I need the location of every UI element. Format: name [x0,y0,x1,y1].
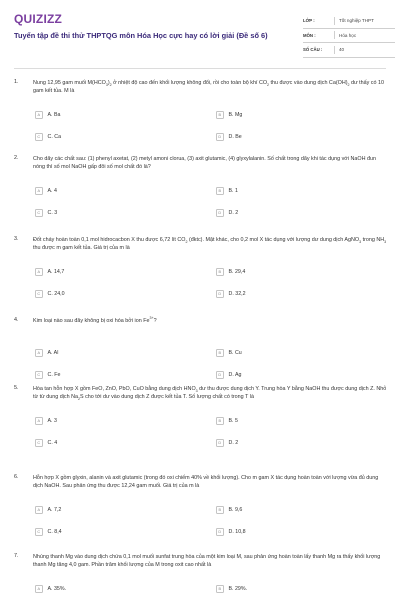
option-letter-box: D [216,209,224,217]
option-text: A. 4 [47,187,57,194]
option-letter-box: C [35,209,43,217]
option-text: D. 10,8 [228,528,246,535]
option-letter-box: A [35,268,43,276]
answer-option-c[interactable] [35,290,65,298]
question-number: 1. [14,79,19,85]
option-letter-box: D [216,371,224,379]
question-number: 6. [14,474,19,480]
meta-label: LỚP : [303,18,315,24]
meta-value: Tốt nghiệp THPT [339,18,374,24]
question-number: 4. [14,317,19,323]
option-letter-box: A [35,187,43,195]
question-number: 7. [14,553,19,559]
option-text: C. Ca [47,133,62,140]
worksheet-meta [303,14,395,58]
question-text: Kim loại nào sau đây không bị oxi hóa bởi ion $Fe^{3+}$? [33,316,157,324]
option-letter-box: D [216,439,224,447]
answer-option-b[interactable] [216,187,238,195]
question-text: Nhúng thanh Mg vào dung dịch chứa 0,1 mol muối sunfat trung hòa của một kim loại M, sau phản ứng hoàn toàn lấy thanh Mg ra thấy khối lượng thanh Mg tăng 4,0 gam. Phần trăm khối lượng của M trong oxit cao nhất là [33,554,381,569]
meta-separator [334,31,335,39]
option-text: C. 24,0 [47,290,65,297]
answer-option-c[interactable] [35,371,60,379]
answer-option-d[interactable] [216,290,246,298]
option-letter-box: B [216,111,224,119]
meta-label: MÔN : [303,32,316,38]
option-letter-box: B [216,417,224,425]
option-letter-box: D [216,528,224,536]
meta-label: SỐ CÂU : [303,47,323,53]
answer-option-d[interactable] [216,371,241,379]
question-number: 3. [14,236,19,242]
answer-option-d[interactable] [216,528,246,536]
option-letter-box: A [35,349,43,357]
option-text: A. Ba [47,111,61,118]
answer-option-c[interactable] [35,528,62,536]
header-divider [14,68,386,69]
option-text: D. 32,2 [228,290,246,297]
option-letter-box: B [216,585,224,593]
answer-option-b[interactable] [216,268,245,276]
question-text: Hỗn hợp X gồm glyxin, alanin và axit glutamic (trong đó oxi chiếm 40% về khối lượng). Cho m gam X tác dụng hoàn toàn với lượng vừa đủ dung dịch NaOH. Sau phản ứng thu được 12,24 gam muối. Giá trị của m là [33,475,379,490]
question-text: Nung 12,95 gam muối $M(HCO_3)_2$ ở nhiệt độ cao đến khối lượng không đổi, rồi cho toàn bộ khí $CO_2$ thu được vào dung dịch $Ca(OH)_2$ dư thấy có 10 gam kết tủa. M là [33,80,384,95]
option-text: B. Mg [228,111,243,118]
answer-option-d[interactable] [216,439,238,447]
option-letter-box: D [216,290,224,298]
answer-option-a[interactable] [35,506,61,514]
option-text: C. 3 [47,209,58,216]
option-text: B. 29%. [228,585,248,592]
option-letter-box: B [216,187,224,195]
answer-option-a[interactable] [35,187,57,195]
option-text: B. 29,4 [228,268,246,275]
option-letter-box: A [35,506,43,514]
question-text: Cho dãy các chất sau: (1) phenyl axetat, (2) metyl amoni clorua, (3) axit glutamic, (4) glyxylalanin. Số chất trong dãy khi tác dụng với NaOH đun nóng thì số mol NaOH gấp đôi số mol chất đó là? [33,156,377,171]
option-text: D. 2 [228,209,239,216]
option-letter-box: C [35,439,43,447]
answer-option-a[interactable] [35,349,58,357]
answer-option-b[interactable] [216,585,247,593]
option-text: C. 8,4 [47,528,62,535]
worksheet-header [0,0,400,64]
option-text: B. Cu [228,349,242,356]
option-text: D. Be [228,133,242,140]
question-text: Hòa tan hỗn hợp X gồm FeO, ZnO, PbO, CuO bằng dung dịch $HNO_3$ dư thu được dung dịch Y. Trung hòa Y bằng NaOH thu được dung dịch Z. Nhỏ từ từ dung dịch $Na_2S$ cho tới dư vào dung dịch Z được kết tủa T. Số lượng chất có trong T là [33,386,387,402]
option-letter-box: B [216,268,224,276]
option-text: A. 14,7 [47,268,65,275]
option-letter-box: C [35,290,43,298]
meta-value: 40 [339,47,345,53]
option-text: D. 2 [228,439,239,446]
meta-separator [334,46,335,54]
option-text: D. Ag [228,371,242,378]
answer-option-d[interactable] [216,209,238,217]
option-text: B. 9,6 [228,506,243,513]
option-letter-box: C [35,371,43,379]
option-text: A. 3 [47,417,57,424]
answer-option-b[interactable] [216,506,242,514]
option-text: C. 4 [47,439,58,446]
meta-separator [334,17,335,25]
answer-option-a[interactable] [35,268,64,276]
answer-option-a[interactable] [35,417,57,425]
option-letter-box: C [35,528,43,536]
answer-option-c[interactable] [35,439,57,447]
answer-option-b[interactable] [216,349,242,357]
option-letter-box: D [216,133,224,141]
option-letter-box: A [35,585,43,593]
option-text: A. Al [47,349,59,356]
question-number: 2. [14,155,19,161]
question-number: 5. [14,385,19,391]
option-letter-box: C [35,133,43,141]
answer-option-b[interactable] [216,111,242,119]
option-text: C. Fe [47,371,61,378]
meta-row-subject [303,29,395,44]
meta-value: Hóa học [339,32,357,38]
worksheet-title: Tuyển tập đề thi thử THPTQG môn Hóa Học cực hay có lời giải (Đề số 6) [14,31,268,40]
option-letter-box: A [35,417,43,425]
answer-option-a[interactable] [35,585,66,593]
option-text: B. 5 [228,417,238,424]
answer-option-b[interactable] [216,417,238,425]
answer-option-a[interactable] [35,111,60,119]
meta-row-question-count [303,43,395,58]
option-letter-box: A [35,111,43,119]
option-letter-box: B [216,349,224,357]
option-text: A. 7,2 [47,506,62,513]
answer-option-c[interactable] [35,133,61,141]
question-text: Đốt cháy hoàn toàn 0,1 mol hidrocacbon X thu được 6,72 lít $CO_2$ (đktc). Mặt khác, cho 0,2 mol X tác dụng với lượng dư dung dịch AgNO$_3$ trong $NH_3$ thu được m gam kết tủa. Giá trị của m là [33,237,387,252]
answer-option-c[interactable] [35,209,57,217]
option-text: A. 35%. [47,585,67,592]
quizizz-logo: QUIZIZZ [14,12,63,26]
answer-option-d[interactable] [216,133,242,141]
option-text: B. 1 [228,187,238,194]
option-letter-box: B [216,506,224,514]
meta-row-class [303,14,395,29]
